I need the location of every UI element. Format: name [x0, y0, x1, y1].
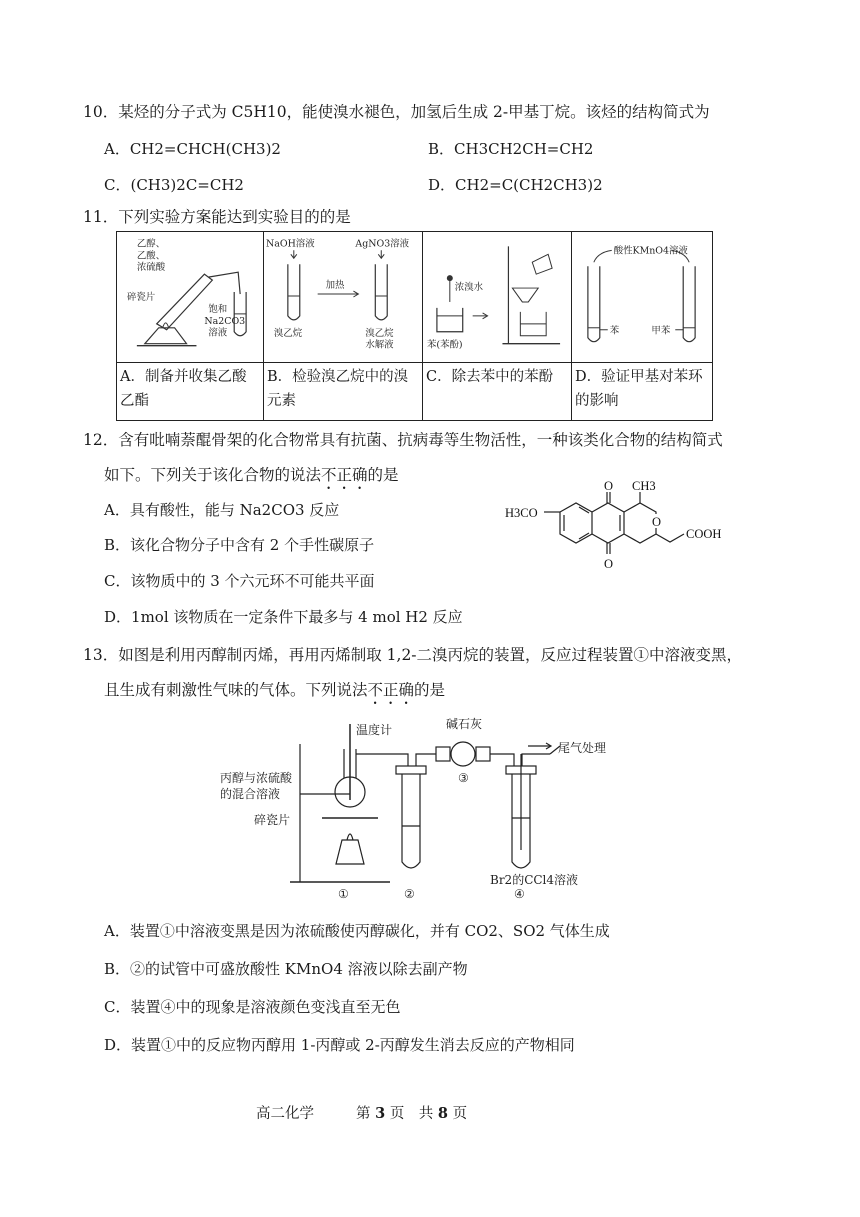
label-device-2: ②	[404, 887, 415, 901]
label-bromine-ccl4: Br2的CCl4溶液	[490, 873, 579, 887]
q11-stem: 11．下列实验方案能达到实验目的的是	[83, 208, 351, 226]
label-acetic-acid: 乙酸、	[136, 250, 166, 262]
q12-option-c: C．该物质中的 3 个六元环不可能共平面	[104, 572, 375, 590]
label-soda-lime: 碱石灰	[446, 717, 483, 731]
bromoethane-test-figure	[264, 232, 422, 362]
label-benzene-phenol: 苯(苯酚)	[426, 339, 463, 351]
label-device-1: ①	[338, 887, 349, 901]
q11-caption-c: C．除去苯中的苯酚	[423, 363, 572, 421]
label-device-3: ③	[458, 771, 469, 785]
q11-experiment-table	[116, 231, 713, 421]
label-device-4: ④	[514, 887, 525, 901]
label-hydrolysate: 水解液	[365, 339, 394, 351]
q12-stem-end: 的是	[367, 466, 399, 484]
q12-option-d: D．1mol 该物质在一定条件下最多与 4 mol H2 反应	[104, 608, 463, 626]
label-oxygen-ring: O	[652, 515, 662, 529]
naphthoquinone-structure	[500, 478, 725, 586]
q13-option-d: D．装置①中的反应物丙醇用 1-丙醇或 2-丙醇发生消去反应的产物相同	[104, 1036, 575, 1054]
q11-caption-b: B．检验溴乙烷中的溴元素	[264, 363, 423, 421]
q10-option-a: A．CH2=CHCH(CH3)2	[104, 140, 281, 158]
footer-subject: 高二化学	[256, 1106, 314, 1122]
q10-option-b: B．CH3CH2CH=CH2	[428, 140, 594, 158]
label-benzene: 苯	[609, 325, 620, 337]
label-tail-gas: 尾气处理	[558, 741, 607, 755]
q12-option-b: B．该化合物分子中含有 2 个手性碳原子	[104, 536, 375, 554]
q11-cell-a-figure	[117, 232, 264, 363]
footer-page-total: 8	[437, 1105, 449, 1122]
q11-caption-d: D．验证甲基对苯环的影响	[572, 363, 713, 421]
label-bromoethane-2: 溴乙烷	[365, 327, 394, 339]
q12-option-a: A．具有酸性，能与 Na2CO3 反应	[104, 501, 340, 519]
label-naoh: NaOH溶液	[265, 238, 315, 250]
ester-apparatus-figure	[117, 232, 263, 362]
q13-stem-text: 且生成有刺激性气味的气体。下列说法	[104, 681, 368, 699]
label-mixture-line2: 的混合溶液	[220, 787, 281, 801]
label-solution: 溶液	[208, 327, 228, 339]
label-heat: 加热	[325, 280, 345, 292]
label-toluene: 甲苯	[651, 325, 671, 337]
q13-emphasis: 不正确	[367, 681, 415, 699]
label-thermometer: 温度计	[356, 723, 393, 737]
footer-page-mid: 页 共	[389, 1106, 434, 1122]
q11-caption-a: A．制备并收集乙酸乙酯	[117, 363, 264, 421]
propene-apparatus-figure	[210, 714, 640, 904]
label-bromoethane: 溴乙烷	[273, 327, 303, 339]
label-methoxy: H3CO	[505, 506, 538, 520]
label-mixture-line1: 丙醇与浓硫酸	[220, 771, 293, 785]
q13-option-b: B．②的试管中可盛放酸性 KMnO4 溶液以除去副产物	[104, 960, 468, 978]
q10-option-d: D．CH2=C(CH2CH3)2	[428, 176, 603, 194]
q10-stem: 10．某烃的分子式为 C5H10，能使溴水褪色，加氢后生成 2-甲基丁烷。该烃的结构简式为	[83, 103, 710, 121]
methyl-effect-figure	[572, 232, 712, 362]
q11-cell-b-figure	[264, 232, 423, 363]
label-methyl: CH3	[632, 479, 656, 493]
label-oxygen-bottom: O	[604, 557, 614, 571]
phenol-removal-figure	[423, 232, 571, 362]
q10-option-c: C．(CH3)2C=CH2	[104, 176, 244, 194]
q13-option-c: C．装置④中的现象是溶液颜色变浅直至无色	[104, 998, 401, 1016]
q13-option-a: A．装置①中溶液变黑是因为浓硫酸使丙醇碳化，并有 CO2、SO2 气体生成	[104, 922, 610, 940]
label-oxygen-top: O	[604, 479, 614, 493]
q13-stem-end: 的是	[414, 681, 446, 699]
label-ethanol: 乙醇、	[136, 238, 166, 250]
q12-stem-text: 如下。下列关于该化合物的说法	[104, 466, 322, 484]
label-agno3: AgNO3溶液	[355, 238, 410, 250]
label-saturated: 饱和	[208, 303, 228, 315]
label-acid: COOH	[686, 527, 722, 541]
q12-stem-line1: 12．含有吡喃萘醌骨架的化合物常具有抗菌、抗病毒等生物活性，一种该类化合物的结构简式	[83, 431, 723, 449]
label-na2co3: Na2CO3	[204, 315, 246, 327]
q11-cell-d-figure	[572, 232, 713, 363]
label-chips: 碎瓷片	[126, 291, 156, 303]
footer-page-suffix: 页	[452, 1106, 468, 1122]
q12-stem-line2	[104, 463, 399, 493]
q13-stem-line2	[104, 678, 445, 708]
q12-emphasis: 不正确	[321, 466, 368, 484]
label-sulfuric-acid: 浓硫酸	[136, 262, 166, 274]
q11-cell-c-figure	[423, 232, 572, 363]
q13-stem-line1: 13．如图是利用丙醇制丙烯，再用丙烯制取 1,2-二溴丙烷的装置，反应过程装置①中溶液变黑，	[83, 646, 743, 664]
label-bromine-water: 浓溴水	[454, 282, 484, 294]
footer-page-info	[356, 1102, 467, 1123]
footer-page-number: 3	[375, 1105, 386, 1122]
label-chips-13: 碎瓷片	[254, 813, 291, 827]
footer-page-prefix: 第	[356, 1106, 371, 1122]
label-kmno4: 酸性KMnO4溶液	[613, 245, 688, 257]
